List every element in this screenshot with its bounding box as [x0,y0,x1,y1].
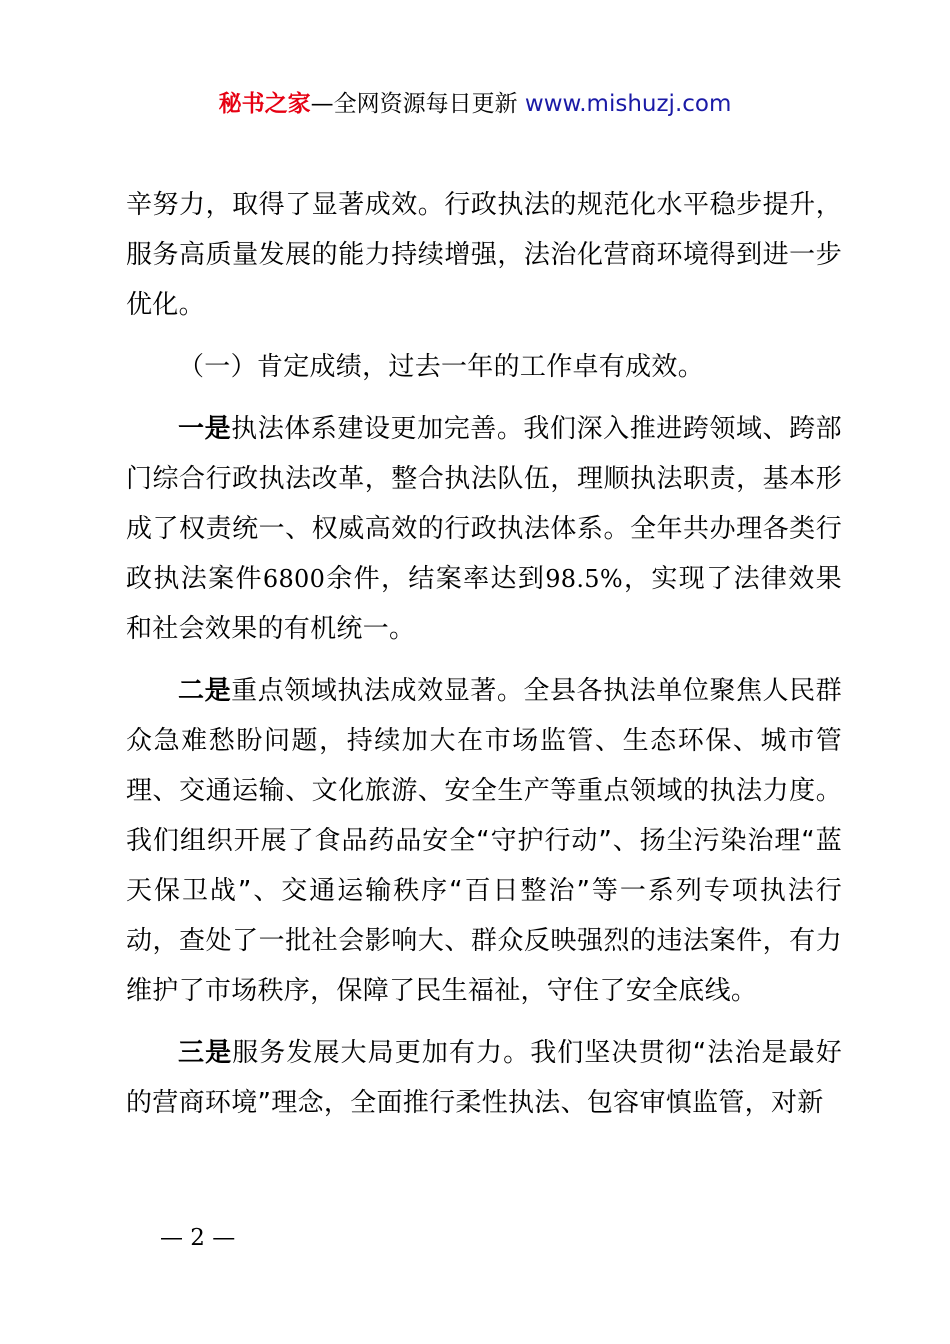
point-three-lead: 三是 [178,1038,233,1068]
page-header [0,86,950,122]
point-one-text-a: 执法体系建设更加完善。我们深入推进跨领域、跨部门综合行政执法改革，整合执法队伍，理顺执法职责，基本形成了权责统一、权威高效的行政执法体系。全年共办理各类行政执法案件 [126,414,842,594]
point-two-text: 重点领域执法成效显著。全县各执法单位聚焦人民群众急难愁盼问题，持续加大在市场监管、生态环保、城市管理、交通运输、文化旅游、安全生产等重点领域的执法力度。我们组织开展了食品药品安全“守护行动”、扬尘污染治理“蓝天保卫战”、交通运输秩序“百日整治”等一系列专项执法行动，查处了一批社会影响大、群众反映强烈的违法案件，有力维护了市场秩序，保障了民生福祉，守住了安全底线。 [126,676,842,1006]
header-tagline: —全网资源每日更新 [310,91,518,117]
section-heading: （一）肯定成绩，过去一年的工作卓有成效。 [178,352,705,382]
paragraph-point-three [126,1028,842,1128]
paragraph-point-two [126,666,842,1016]
brand-name: 秘书之家 [218,91,311,117]
header-url-link[interactable]: www.mishuzj.com [524,91,732,117]
point-one-text-c: ，实现了法律效果和社会效果的有机统一。 [126,564,842,644]
closure-rate: 98.5% [545,565,623,593]
document-body [126,180,842,1128]
page-number: — 2 — [160,1225,236,1251]
point-three-text: 服务发展大局更加有力。我们坚决贯彻“法治是最好的营商环境”理念，全面推行柔性执法、包容审慎监管，对新 [126,1038,842,1118]
point-two-lead: 二是 [178,676,232,706]
paragraph-point-one [126,404,842,654]
case-count: 6800 [262,565,326,593]
paragraph-continuation: 辛努力，取得了显著成效。行政执法的规范化水平稳步提升，服务高质量发展的能力持续增强，法治化营商环境得到进一步优化。 [126,190,842,320]
point-one-lead: 一是 [178,414,232,444]
point-one-text-b: 余件，结案率达到 [325,564,546,594]
